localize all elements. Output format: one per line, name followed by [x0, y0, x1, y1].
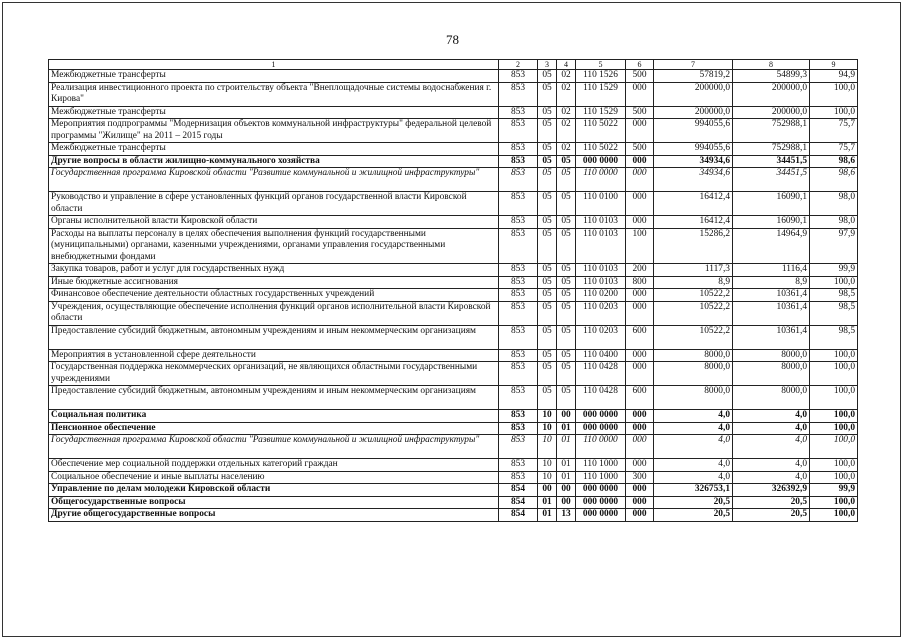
- executed-amount: 20,5: [733, 496, 810, 509]
- subsection-code: 05: [557, 325, 576, 349]
- budget-table: [48, 59, 858, 522]
- target-article-code: 110 0428: [576, 362, 626, 386]
- expense-type-code: 000: [626, 496, 654, 509]
- target-article-code: 110 1000: [576, 459, 626, 472]
- expense-type-code: 000: [626, 82, 654, 106]
- expense-type-code: 000: [626, 155, 654, 168]
- target-article-code: 110 0103: [576, 216, 626, 229]
- execution-percent: 100,0: [810, 471, 858, 484]
- section-code: 01: [538, 509, 557, 522]
- row-name: Другие общегосударственные вопросы: [49, 509, 499, 522]
- executed-amount: 4,0: [733, 422, 810, 435]
- expense-type-code: 500: [626, 106, 654, 119]
- planned-amount: 34934,6: [654, 155, 733, 168]
- planned-amount: 16412,4: [654, 192, 733, 216]
- section-code: 05: [538, 70, 557, 83]
- column-header: 6: [626, 60, 654, 70]
- row-name: Руководство и управление в сфере установленных функций органов государственной власти Кировской области: [49, 192, 499, 216]
- section-code: 05: [538, 119, 557, 143]
- section-code: 05: [538, 155, 557, 168]
- expense-type-code: 600: [626, 386, 654, 410]
- chapter-code: 853: [499, 362, 538, 386]
- budget-table-body: [49, 60, 858, 522]
- chapter-code: 853: [499, 410, 538, 423]
- chapter-code: 853: [499, 289, 538, 302]
- column-header: 9: [810, 60, 858, 70]
- executed-amount: 326392,9: [733, 484, 810, 497]
- target-article-code: 110 0400: [576, 349, 626, 362]
- planned-amount: 8000,0: [654, 386, 733, 410]
- chapter-code: 854: [499, 496, 538, 509]
- target-article-code: 000 0000: [576, 484, 626, 497]
- planned-amount: 8,9: [654, 276, 733, 289]
- table-row: [49, 70, 858, 83]
- execution-percent: 98,5: [810, 289, 858, 302]
- subsection-code: 05: [557, 289, 576, 302]
- execution-percent: 100,0: [810, 435, 858, 459]
- executed-amount: 200000,0: [733, 106, 810, 119]
- expense-type-code: 500: [626, 70, 654, 83]
- expense-type-code: 100: [626, 228, 654, 264]
- execution-percent: 100,0: [810, 422, 858, 435]
- table-row: [49, 459, 858, 472]
- section-code: 10: [538, 459, 557, 472]
- table-row: [49, 289, 858, 302]
- target-article-code: 110 0103: [576, 276, 626, 289]
- row-name: Иные бюджетные ассигнования: [49, 276, 499, 289]
- expense-type-code: 200: [626, 264, 654, 277]
- chapter-code: 853: [499, 106, 538, 119]
- expense-type-code: 000: [626, 509, 654, 522]
- executed-amount: 4,0: [733, 410, 810, 423]
- table-row: [49, 471, 858, 484]
- subsection-code: 02: [557, 82, 576, 106]
- planned-amount: 4,0: [654, 459, 733, 472]
- execution-percent: 98,5: [810, 325, 858, 349]
- planned-amount: 4,0: [654, 471, 733, 484]
- subsection-code: 05: [557, 362, 576, 386]
- section-code: 05: [538, 386, 557, 410]
- subsection-code: 05: [557, 276, 576, 289]
- executed-amount: 54899,3: [733, 70, 810, 83]
- row-name: Предоставление субсидий бюджетным, автономным учреждениям и иным некоммерческим организациям: [49, 386, 499, 410]
- execution-percent: 98,6: [810, 168, 858, 192]
- subsection-code: 05: [557, 301, 576, 325]
- planned-amount: 4,0: [654, 422, 733, 435]
- section-code: 10: [538, 410, 557, 423]
- row-name: Межбюджетные трансферты: [49, 106, 499, 119]
- expense-type-code: 000: [626, 410, 654, 423]
- expense-type-code: 000: [626, 435, 654, 459]
- subsection-code: 05: [557, 228, 576, 264]
- target-article-code: 110 0428: [576, 386, 626, 410]
- planned-amount: 326753,1: [654, 484, 733, 497]
- row-name: Финансовое обеспечение деятельности областных государственных учреждений: [49, 289, 499, 302]
- expense-type-code: 000: [626, 349, 654, 362]
- table-row: [49, 362, 858, 386]
- column-header: 3: [538, 60, 557, 70]
- column-header: 2: [499, 60, 538, 70]
- table-row: [49, 301, 858, 325]
- section-code: 05: [538, 192, 557, 216]
- executed-amount: 8000,0: [733, 386, 810, 410]
- subsection-code: 05: [557, 349, 576, 362]
- execution-percent: 100,0: [810, 386, 858, 410]
- section-code: 05: [538, 106, 557, 119]
- row-name: Управление по делам молодежи Кировской области: [49, 484, 499, 497]
- planned-amount: 10522,2: [654, 301, 733, 325]
- row-name: Другие вопросы в области жилищно-коммунального хозяйства: [49, 155, 499, 168]
- chapter-code: 853: [499, 325, 538, 349]
- executed-amount: 16090,1: [733, 216, 810, 229]
- execution-percent: 100,0: [810, 276, 858, 289]
- expense-type-code: 000: [626, 289, 654, 302]
- page-number: 78: [446, 32, 459, 47]
- row-name: Государственная программа Кировской области "Развитие коммунальной и жилищной инфраструктуры": [49, 168, 499, 192]
- expense-type-code: 000: [626, 422, 654, 435]
- section-code: 10: [538, 422, 557, 435]
- executed-amount: 8,9: [733, 276, 810, 289]
- row-name: Государственная программа Кировской области "Развитие коммунальной и жилищной инфраструктуры": [49, 435, 499, 459]
- expense-type-code: 000: [626, 484, 654, 497]
- subsection-code: 01: [557, 435, 576, 459]
- row-name: Социальная политика: [49, 410, 499, 423]
- executed-amount: 752988,1: [733, 119, 810, 143]
- target-article-code: 110 1529: [576, 82, 626, 106]
- chapter-code: 853: [499, 386, 538, 410]
- chapter-code: 853: [499, 143, 538, 156]
- row-name: Предоставление субсидий бюджетным, автономным учреждениям и иным некоммерческим организациям: [49, 325, 499, 349]
- execution-percent: 99,9: [810, 484, 858, 497]
- chapter-code: 853: [499, 459, 538, 472]
- target-article-code: 110 0203: [576, 301, 626, 325]
- subsection-code: 01: [557, 471, 576, 484]
- expense-type-code: 800: [626, 276, 654, 289]
- row-name: Мероприятия подпрограммы "Модернизация объектов коммунальной инфраструктуры" федеральной целевой программы "Жилище" на 2011 – 2015 годы: [49, 119, 499, 143]
- row-name: Закупка товаров, работ и услуг для государственных нужд: [49, 264, 499, 277]
- subsection-code: 00: [557, 496, 576, 509]
- planned-amount: 8000,0: [654, 349, 733, 362]
- chapter-code: 853: [499, 422, 538, 435]
- chapter-code: 853: [499, 119, 538, 143]
- planned-amount: 994055,6: [654, 119, 733, 143]
- row-name: Расходы на выплаты персоналу в целях обеспечения выполнения функций государственными (муниципальными) органами, казенными учреждениями, органами управления государственными внебюджетными фондами: [49, 228, 499, 264]
- planned-amount: 10522,2: [654, 325, 733, 349]
- execution-percent: 98,6: [810, 155, 858, 168]
- table-row: [49, 143, 858, 156]
- row-name: Мероприятия в установленной сфере деятельности: [49, 349, 499, 362]
- table-row: [49, 168, 858, 192]
- table-row: [49, 386, 858, 410]
- target-article-code: 000 0000: [576, 509, 626, 522]
- table-row: [49, 155, 858, 168]
- subsection-code: 02: [557, 106, 576, 119]
- section-code: 05: [538, 168, 557, 192]
- chapter-code: 853: [499, 70, 538, 83]
- planned-amount: 4,0: [654, 435, 733, 459]
- subsection-code: 01: [557, 422, 576, 435]
- target-article-code: 110 0000: [576, 435, 626, 459]
- expense-type-code: 000: [626, 459, 654, 472]
- column-header: 4: [557, 60, 576, 70]
- chapter-code: 853: [499, 349, 538, 362]
- expense-type-code: 300: [626, 471, 654, 484]
- target-article-code: 000 0000: [576, 155, 626, 168]
- section-code: 05: [538, 216, 557, 229]
- execution-percent: 98,0: [810, 216, 858, 229]
- expense-type-code: 000: [626, 362, 654, 386]
- table-row: [49, 422, 858, 435]
- execution-percent: 99,9: [810, 264, 858, 277]
- expense-type-code: 000: [626, 168, 654, 192]
- table-row: [49, 119, 858, 143]
- row-name: Реализация инвестиционного проекта по строительству объекта "Внеплощадочные системы водоснабжения г. Кирова": [49, 82, 499, 106]
- executed-amount: 1116,4: [733, 264, 810, 277]
- target-article-code: 110 0100: [576, 192, 626, 216]
- subsection-code: 00: [557, 410, 576, 423]
- target-article-code: 000 0000: [576, 410, 626, 423]
- chapter-code: 853: [499, 264, 538, 277]
- table-row: [49, 496, 858, 509]
- table-row: [49, 192, 858, 216]
- section-code: 05: [538, 301, 557, 325]
- expense-type-code: 000: [626, 192, 654, 216]
- column-number-header: [49, 60, 858, 70]
- table-row: [49, 228, 858, 264]
- expense-type-code: 000: [626, 301, 654, 325]
- subsection-code: 05: [557, 168, 576, 192]
- subsection-code: 05: [557, 192, 576, 216]
- executed-amount: 752988,1: [733, 143, 810, 156]
- execution-percent: 98,5: [810, 301, 858, 325]
- chapter-code: 853: [499, 82, 538, 106]
- row-name: Межбюджетные трансферты: [49, 70, 499, 83]
- subsection-code: 00: [557, 484, 576, 497]
- planned-amount: 200000,0: [654, 82, 733, 106]
- chapter-code: 853: [499, 276, 538, 289]
- row-name: Органы исполнительной власти Кировской области: [49, 216, 499, 229]
- executed-amount: 10361,4: [733, 301, 810, 325]
- subsection-code: 05: [557, 216, 576, 229]
- table-row: [49, 484, 858, 497]
- planned-amount: 10522,2: [654, 289, 733, 302]
- chapter-code: 853: [499, 228, 538, 264]
- section-code: 10: [538, 435, 557, 459]
- execution-percent: 100,0: [810, 496, 858, 509]
- section-code: 05: [538, 82, 557, 106]
- planned-amount: 4,0: [654, 410, 733, 423]
- execution-percent: 97,9: [810, 228, 858, 264]
- executed-amount: 8000,0: [733, 362, 810, 386]
- column-header: 5: [576, 60, 626, 70]
- execution-percent: 100,0: [810, 106, 858, 119]
- expense-type-code: 600: [626, 325, 654, 349]
- column-header: 8: [733, 60, 810, 70]
- execution-percent: 100,0: [810, 362, 858, 386]
- executed-amount: 4,0: [733, 435, 810, 459]
- planned-amount: 34934,6: [654, 168, 733, 192]
- executed-amount: 8000,0: [733, 349, 810, 362]
- subsection-code: 13: [557, 509, 576, 522]
- planned-amount: 57819,2: [654, 70, 733, 83]
- executed-amount: 4,0: [733, 471, 810, 484]
- chapter-code: 853: [499, 192, 538, 216]
- planned-amount: 200000,0: [654, 106, 733, 119]
- section-code: 05: [538, 264, 557, 277]
- target-article-code: 110 0203: [576, 325, 626, 349]
- table-row: [49, 216, 858, 229]
- column-header: 7: [654, 60, 733, 70]
- executed-amount: 10361,4: [733, 289, 810, 302]
- row-name: Социальное обеспечение и иные выплаты населению: [49, 471, 499, 484]
- chapter-code: 853: [499, 471, 538, 484]
- subsection-code: 01: [557, 459, 576, 472]
- expense-type-code: 000: [626, 119, 654, 143]
- executed-amount: 14964,9: [733, 228, 810, 264]
- executed-amount: 10361,4: [733, 325, 810, 349]
- section-code: 05: [538, 276, 557, 289]
- table-row: [49, 325, 858, 349]
- execution-percent: 100,0: [810, 82, 858, 106]
- section-code: 10: [538, 471, 557, 484]
- row-name: Межбюджетные трансферты: [49, 143, 499, 156]
- target-article-code: 000 0000: [576, 496, 626, 509]
- subsection-code: 02: [557, 143, 576, 156]
- target-article-code: 110 1000: [576, 471, 626, 484]
- execution-percent: 100,0: [810, 459, 858, 472]
- row-name: Учреждения, осуществляющие обеспечение исполнения функций органов исполнительной власти Кировской области: [49, 301, 499, 325]
- row-name: Пенсионное обеспечение: [49, 422, 499, 435]
- planned-amount: 15286,2: [654, 228, 733, 264]
- table-row: [49, 82, 858, 106]
- section-code: 05: [538, 143, 557, 156]
- section-code: 05: [538, 349, 557, 362]
- expense-type-code: 000: [626, 216, 654, 229]
- execution-percent: 98,0: [810, 192, 858, 216]
- subsection-code: 02: [557, 70, 576, 83]
- execution-percent: 94,9: [810, 70, 858, 83]
- chapter-code: 853: [499, 155, 538, 168]
- row-name: Обеспечение мер социальной поддержки отдельных категорий граждан: [49, 459, 499, 472]
- target-article-code: 110 1529: [576, 106, 626, 119]
- section-code: 01: [538, 496, 557, 509]
- planned-amount: 20,5: [654, 509, 733, 522]
- target-article-code: 110 5022: [576, 143, 626, 156]
- execution-percent: 75,7: [810, 143, 858, 156]
- table-row: [49, 435, 858, 459]
- table-row: [49, 264, 858, 277]
- chapter-code: 853: [499, 216, 538, 229]
- subsection-code: 05: [557, 386, 576, 410]
- expense-type-code: 500: [626, 143, 654, 156]
- target-article-code: 110 1526: [576, 70, 626, 83]
- executed-amount: 200000,0: [733, 82, 810, 106]
- table-row: [49, 509, 858, 522]
- table-row: [49, 349, 858, 362]
- target-article-code: 110 0103: [576, 264, 626, 277]
- chapter-code: 853: [499, 168, 538, 192]
- chapter-code: 853: [499, 435, 538, 459]
- chapter-code: 854: [499, 484, 538, 497]
- chapter-code: 854: [499, 509, 538, 522]
- target-article-code: 110 5022: [576, 119, 626, 143]
- target-article-code: 110 0200: [576, 289, 626, 302]
- target-article-code: 110 0000: [576, 168, 626, 192]
- execution-percent: 100,0: [810, 349, 858, 362]
- subsection-code: 02: [557, 119, 576, 143]
- section-code: 05: [538, 325, 557, 349]
- table-row: [49, 106, 858, 119]
- section-code: 05: [538, 289, 557, 302]
- subsection-code: 05: [557, 155, 576, 168]
- planned-amount: 1117,3: [654, 264, 733, 277]
- executed-amount: 16090,1: [733, 192, 810, 216]
- row-name: Государственная поддержка некоммерческих организаций, не являющихся областными государственными учреждениями: [49, 362, 499, 386]
- subsection-code: 05: [557, 264, 576, 277]
- planned-amount: 16412,4: [654, 216, 733, 229]
- execution-percent: 100,0: [810, 509, 858, 522]
- row-name: Общегосударственные вопросы: [49, 496, 499, 509]
- executed-amount: 34451,5: [733, 168, 810, 192]
- planned-amount: 8000,0: [654, 362, 733, 386]
- executed-amount: 20,5: [733, 509, 810, 522]
- table-row: [49, 276, 858, 289]
- executed-amount: 34451,5: [733, 155, 810, 168]
- execution-percent: 75,7: [810, 119, 858, 143]
- section-code: 05: [538, 228, 557, 264]
- section-code: 00: [538, 484, 557, 497]
- target-article-code: 000 0000: [576, 422, 626, 435]
- planned-amount: 994055,6: [654, 143, 733, 156]
- section-code: 05: [538, 362, 557, 386]
- chapter-code: 853: [499, 301, 538, 325]
- table-row: [49, 410, 858, 423]
- planned-amount: 20,5: [654, 496, 733, 509]
- column-header: 1: [49, 60, 499, 70]
- executed-amount: 4,0: [733, 459, 810, 472]
- target-article-code: 110 0103: [576, 228, 626, 264]
- execution-percent: 100,0: [810, 410, 858, 423]
